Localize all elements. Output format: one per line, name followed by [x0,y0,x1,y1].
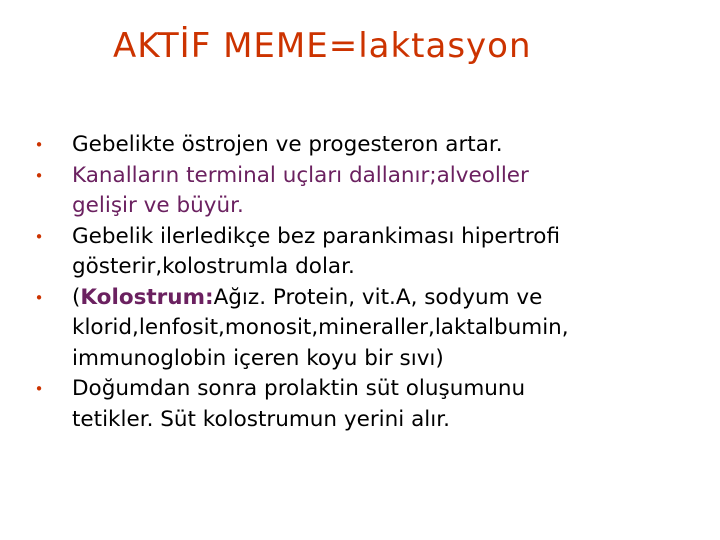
bullet-item-prolactin [24,374,704,435]
slide-title: AKTİF MEME=laktasyon [113,26,532,66]
open-paren: ( [72,284,81,310]
bullet-text-line [72,283,704,314]
bullet-text-line: gösterir,kolostrumla dolar. [72,254,355,279]
bullet-text-line: Kanalların terminal uçları dallanır;alveoller [72,162,529,188]
bullet-text-line: tetikler. Süt kolostrumun yerini alır. [72,406,450,432]
colostrum-definition: Ağız. Protein, vit.A, sodyum ve [213,284,543,310]
bullet-text-line: Doğumdan sonra prolaktin süt oluşumunu [72,376,526,401]
bullet-dot-icon: • [34,227,44,246]
bullet-text-line: Gebelikte östrojen ve progesteron artar. [72,132,503,157]
bullet-item-parenchyma [24,222,704,283]
bullet-list [24,130,704,435]
bullet-text-line: Gebelik ilerledikçe bez parankiması hipertrofi [72,223,560,249]
bullet-dot-icon: • [34,136,44,154]
bullet-item-ducts [24,161,704,222]
bullet-dot-icon: • [34,380,44,398]
bullet-text-line: gelişir ve büyür. [72,193,244,218]
bullet-item-colostrum [24,283,704,375]
bullet-item-estrogen [24,130,704,161]
colostrum-keyword: Kolostrum: [80,284,214,310]
bullet-dot-icon: • [34,288,44,307]
bullet-text-line: klorid,lenfosit,monosit,mineraller,laktalbumin, [72,315,569,340]
bullet-dot-icon: • [34,166,44,185]
bullet-text-line: immunoglobin içeren koyu bir sıvı) [72,345,444,371]
